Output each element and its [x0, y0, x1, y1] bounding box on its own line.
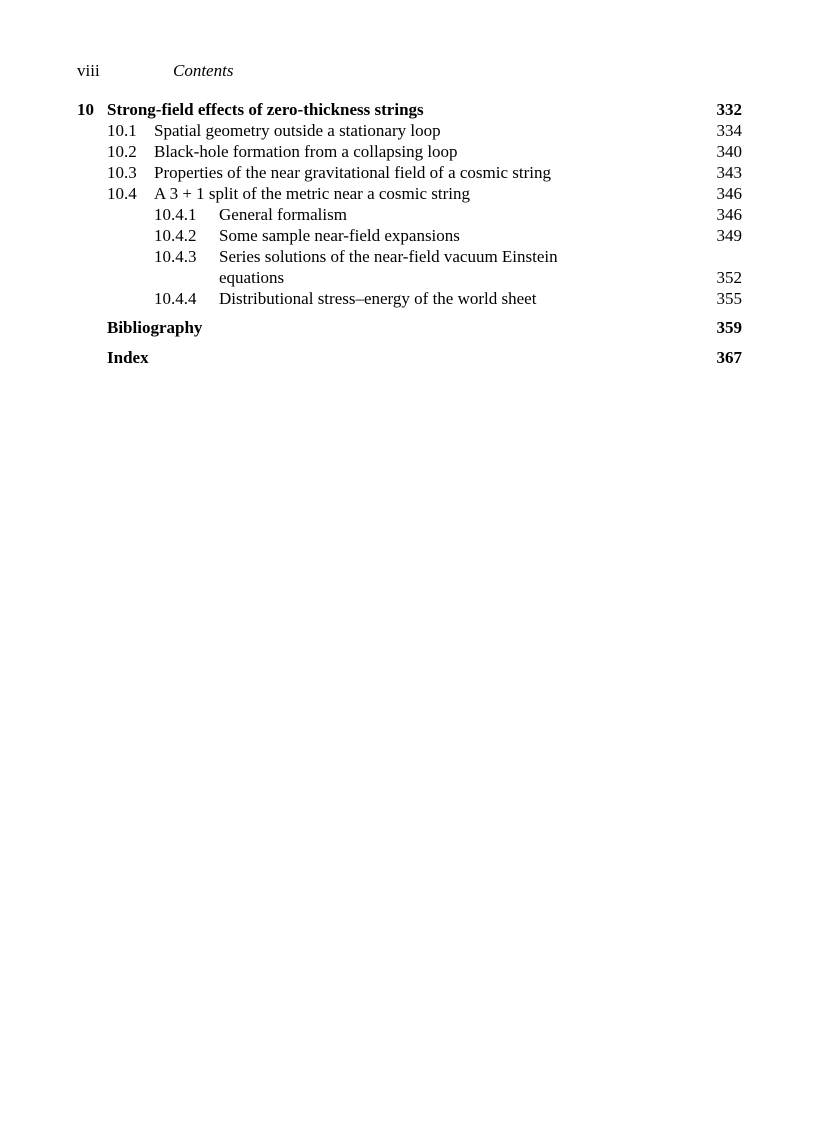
section-page: 343 — [716, 163, 742, 182]
toc-subsection-entry[interactable] — [0, 246, 816, 267]
toc-section-entry[interactable] — [0, 162, 816, 183]
chapter-title: Strong-field effects of zero-thickness strings — [107, 100, 424, 119]
section-title: Properties of the near gravitational field of a cosmic string — [154, 163, 552, 182]
section-number: 10.2 — [107, 142, 137, 161]
page-number: viii — [77, 61, 100, 80]
toc-subsection-entry[interactable] — [0, 288, 816, 309]
bibliography-page: 359 — [716, 318, 742, 337]
subsection-title: Distributional stress–energy of the world sheet — [219, 289, 537, 308]
subsection-page: 355 — [716, 289, 742, 308]
section-page: 334 — [716, 121, 742, 140]
subsection-page: 349 — [716, 226, 742, 245]
subsection-number: 10.4.2 — [154, 226, 197, 245]
running-title: Contents — [173, 61, 234, 80]
subsection-page: 346 — [716, 205, 742, 224]
toc-chapter-entry[interactable] — [0, 99, 816, 120]
subsection-title: General formalism — [219, 205, 347, 224]
toc-subsection-continuation[interactable] — [0, 267, 816, 288]
section-number: 10.4 — [107, 184, 137, 203]
toc-subsection-entry[interactable] — [0, 225, 816, 246]
section-title: Black-hole formation from a collapsing loop — [154, 142, 458, 161]
subsection-number: 10.4.3 — [154, 247, 197, 266]
section-title: A 3 + 1 split of the metric near a cosmic string — [154, 184, 470, 203]
section-page: 340 — [716, 142, 742, 161]
subsection-title: Series solutions of the near-field vacuum Einstein — [219, 247, 558, 266]
bibliography-title: Bibliography — [107, 318, 203, 337]
subsection-number: 10.4.4 — [154, 289, 197, 308]
subsection-page: 352 — [716, 268, 742, 287]
index-page: 367 — [716, 348, 742, 367]
toc-subsection-entry[interactable] — [0, 204, 816, 225]
chapter-page: 332 — [716, 100, 742, 119]
page-header — [77, 61, 233, 81]
toc-index-entry[interactable] — [0, 347, 816, 368]
section-title: Spatial geometry outside a stationary loop — [154, 121, 441, 140]
section-page: 346 — [716, 184, 742, 203]
toc-section-entry[interactable] — [0, 183, 816, 204]
chapter-number: 10 — [77, 100, 94, 119]
index-title: Index — [107, 348, 149, 367]
subsection-title: Some sample near-field expansions — [219, 226, 460, 245]
subsection-number: 10.4.1 — [154, 205, 197, 224]
section-number: 10.1 — [107, 121, 137, 140]
section-number: 10.3 — [107, 163, 137, 182]
subsection-title-continuation: equations — [219, 268, 285, 287]
toc-section-entry[interactable] — [0, 141, 816, 162]
toc-section-entry[interactable] — [0, 120, 816, 141]
toc-bibliography-entry[interactable] — [0, 317, 816, 338]
